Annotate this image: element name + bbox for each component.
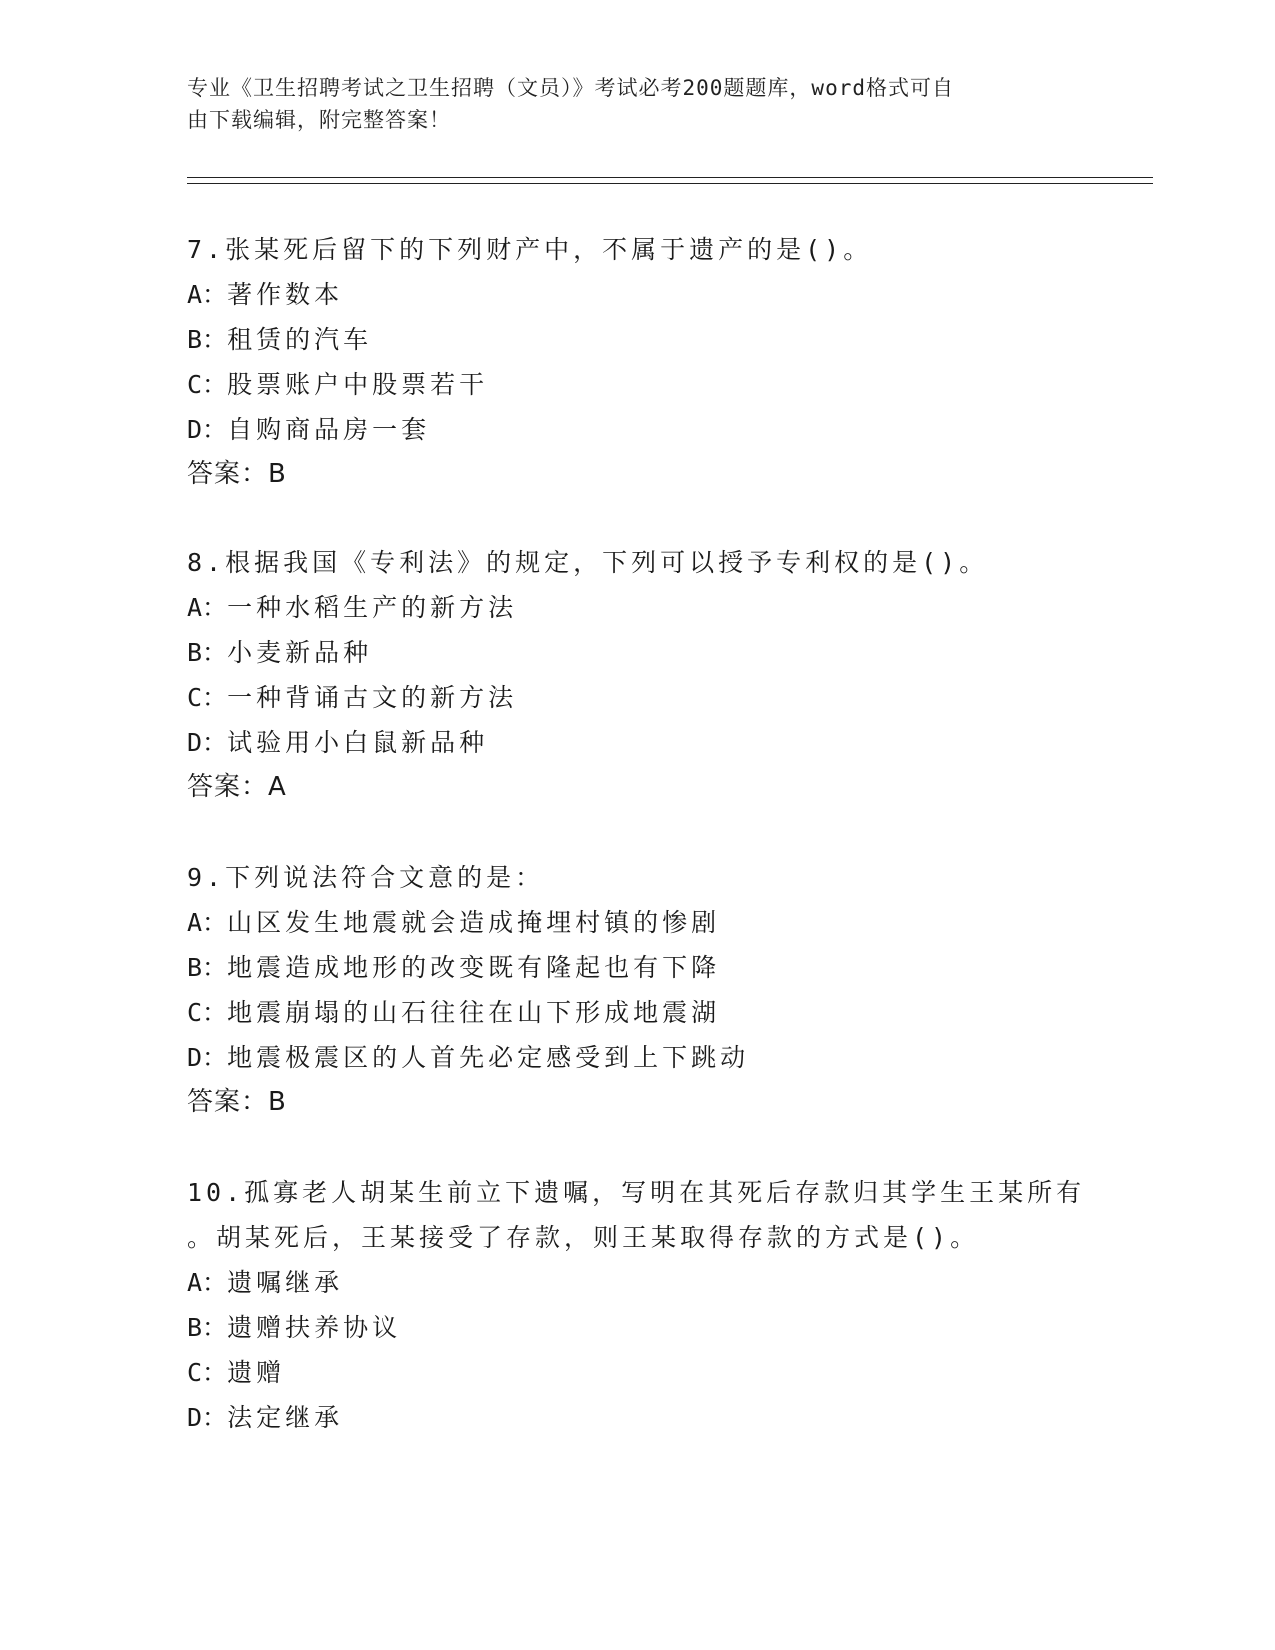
question-7 (187, 227, 1087, 497)
question-stem: 9.下列说法符合文意的是： (187, 863, 545, 892)
option-c: C：地震崩塌的山石往往在山下形成地震湖 (187, 998, 721, 1027)
option-b: B：租赁的汽车 (187, 325, 373, 354)
option-c: C：遗赠 (187, 1358, 286, 1387)
answer: 答案：A (187, 772, 287, 802)
option-d: D：法定继承 (187, 1403, 344, 1432)
option-a: A：遗嘱继承 (187, 1268, 344, 1297)
question-stem: 7.张某死后留下的下列财产中，不属于遗产的是()。 (187, 235, 873, 264)
question-9 (187, 855, 1087, 1125)
question-8 (187, 540, 1087, 810)
question-stem-line-1: 10.孤寡老人胡某生前立下遗嘱，写明在其死后存款归其学生王某所有 (187, 1178, 1086, 1207)
option-a: A：山区发生地震就会造成掩埋村镇的惨剧 (187, 908, 721, 937)
question-10 (187, 1170, 1087, 1440)
answer: 答案：B (187, 459, 287, 489)
option-b: B：遗赠扶养协议 (187, 1313, 402, 1342)
question-stem-line-2: 。胡某死后，王某接受了存款，则王某取得存款的方式是()。 (187, 1223, 980, 1252)
option-b: B：地震造成地形的改变既有隆起也有下降 (187, 953, 721, 982)
option-a: A：著作数本 (187, 280, 344, 309)
header-divider-top (187, 177, 1153, 178)
option-d: D：试验用小白鼠新品种 (187, 728, 489, 757)
header-divider-bottom (187, 183, 1153, 184)
option-b: B：小麦新品种 (187, 638, 373, 667)
answer: 答案：B (187, 1087, 287, 1117)
document-header (187, 72, 1067, 136)
option-c: C：一种背诵古文的新方法 (187, 683, 518, 712)
option-d: D：自购商品房一套 (187, 415, 431, 444)
question-stem: 8.根据我国《专利法》的规定，下列可以授予专利权的是()。 (187, 548, 989, 577)
header-line-1: 专业《卫生招聘考试之卫生招聘（文员）》考试必考200题题库，word格式可自 (187, 76, 954, 100)
option-d: D：地震极震区的人首先必定感受到上下跳动 (187, 1043, 750, 1072)
option-a: A：一种水稻生产的新方法 (187, 593, 518, 622)
option-c: C：股票账户中股票若干 (187, 370, 489, 399)
header-line-2: 由下载编辑，附完整答案！ (187, 108, 451, 132)
